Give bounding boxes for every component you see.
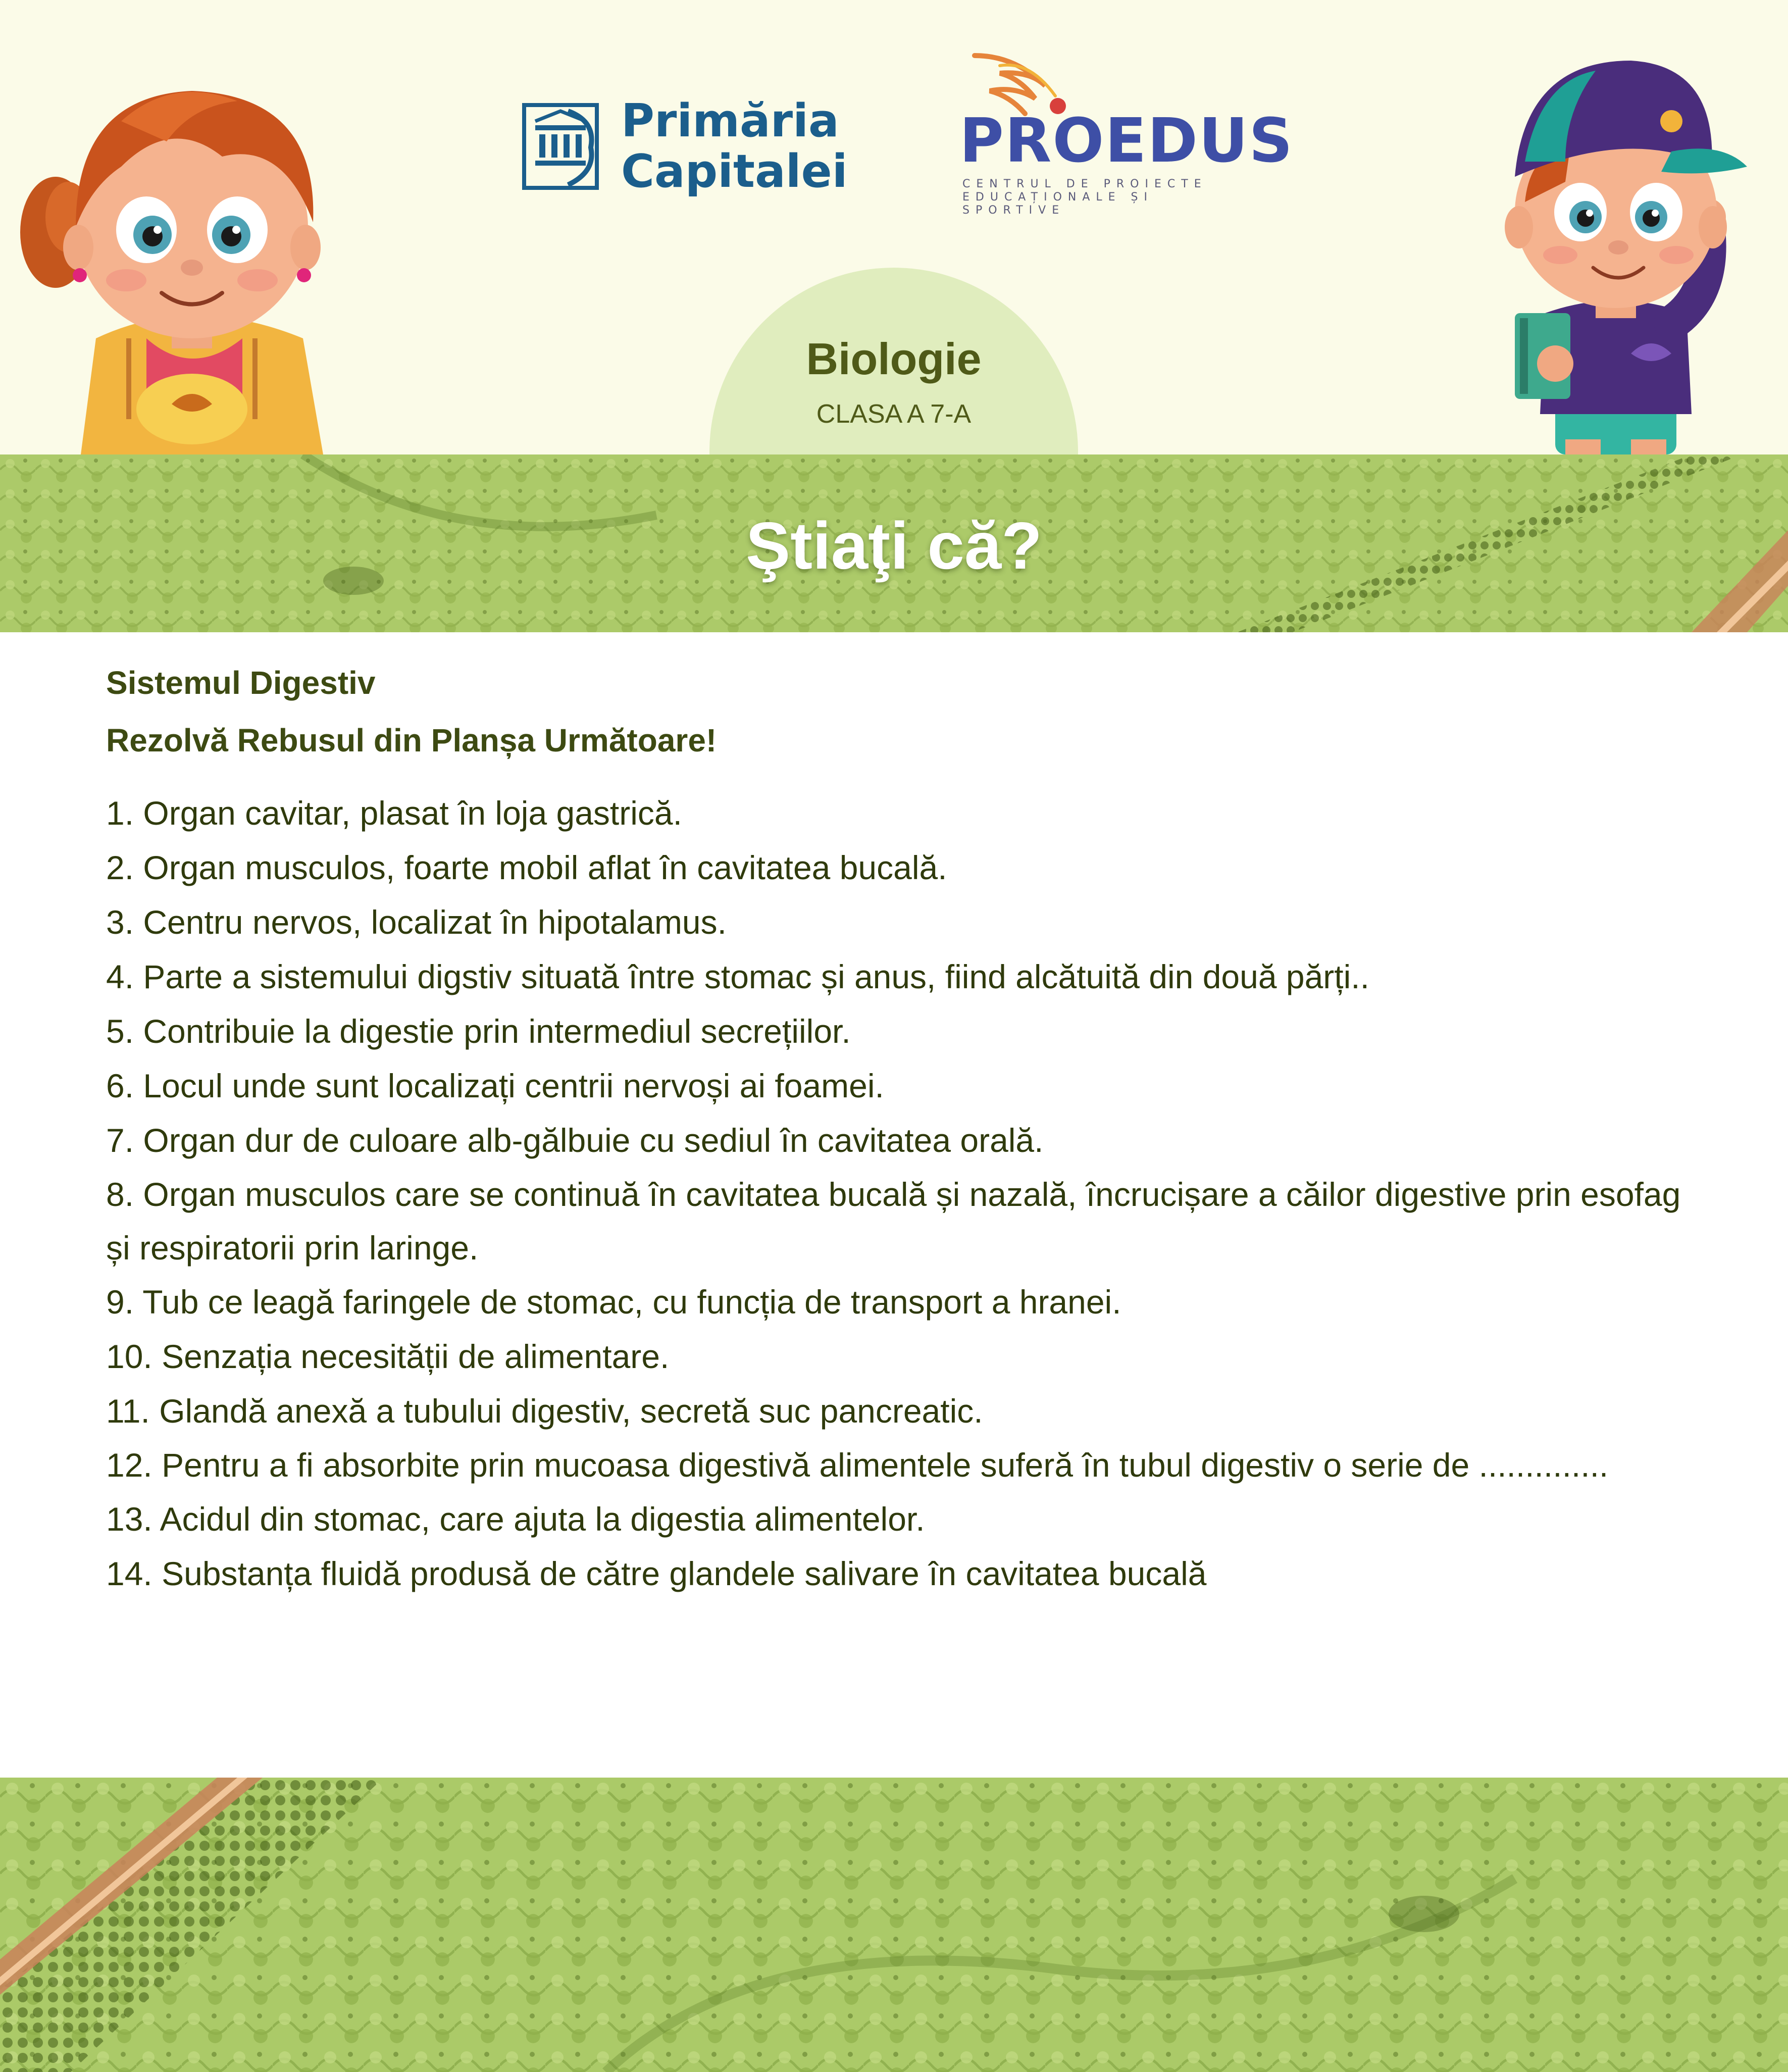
primaria-logo-text: Primăria Capitalei [621, 94, 848, 198]
question-item: 9. Tub ce leagă faringele de stomac, cu funcția de transport a hranei. [106, 1283, 1121, 1321]
question-item: 10. Senzația necesității de alimentare. [106, 1338, 670, 1375]
question-item: 2. Organ musculos, foarte mobil aflat în cavitatea bucală. [106, 849, 947, 886]
question-item: 11. Glandă anexă a tubului digestiv, secretă suc pancreatic. [106, 1392, 983, 1430]
banner-title: Ştiaţi că? [746, 509, 1042, 583]
proedus-brand-text: PROEDUS [959, 106, 1294, 176]
microscope-footer [0, 1778, 1788, 2072]
question-list [106, 786, 1697, 1601]
proedus-tagline: CENTRUL DE PROIECTE EDUCAȚIONALE ȘI SPORTIVE [962, 178, 1207, 217]
content-section [106, 656, 1697, 1601]
proedus-logo [959, 50, 1294, 217]
boy-character-illustration [1479, 50, 1752, 454]
question-item: 13. Acidul din stomac, care ajuta la digestia alimentelor. [106, 1500, 925, 1538]
question-item: 6. Locul unde sunt localizați centrii nervoși ai foamei. [106, 1067, 884, 1104]
section-title: Sistemul Digestiv [106, 665, 376, 701]
question-item: 5. Contribuie la digestie prin intermediul secrețiilor. [106, 1013, 851, 1050]
primaria-building-icon [520, 101, 601, 192]
question-item: 4. Parte a sistemului digstiv situată între stomac și anus, fiind alcătuită din două părți.. [106, 958, 1369, 995]
girl-character-illustration [20, 56, 364, 454]
primaria-capitalei-logo [520, 94, 848, 198]
question-item: 3. Centru nervos, localizat în hipotalamus. [106, 903, 727, 941]
question-item: 12. Pentru a fi absorbite prin mucoasa digestivă alimentele suferă în tubul digestiv o serie de .............. [106, 1446, 1609, 1484]
question-item: 8. Organ musculos care se continuă în cavitatea bucală și nazală, încrucișare a căilor digestive prin esofag și respiratorii prin laringe. [106, 1176, 1681, 1267]
subject-title: Biologie [806, 334, 982, 384]
page-header [0, 0, 1788, 454]
instruction-heading: Rezolvă Rebusul din Planșa Următoare! [106, 722, 717, 759]
class-level-label: CLASA A 7-A [816, 399, 972, 429]
question-item: 14. Substanța fluidă produsă de către glandele salivare în cavitatea bucală [106, 1555, 1207, 1592]
microscope-cell-texture-footer [0, 1778, 1788, 2072]
question-item: 7. Organ dur de culoare alb-gălbuie cu sediul în cavitatea orală. [106, 1122, 1044, 1159]
question-item: 1. Organ cavitar, plasat în loja gastrică. [106, 794, 682, 832]
